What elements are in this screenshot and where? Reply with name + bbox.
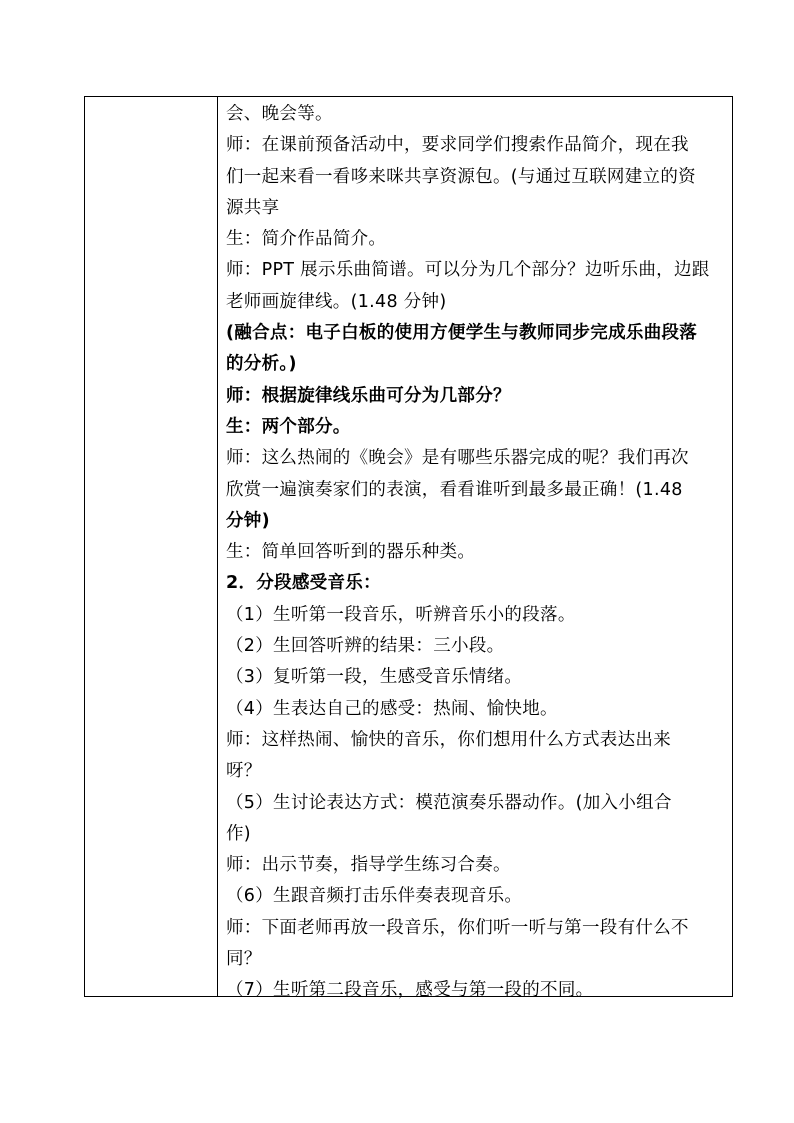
text-line: 师：下面老师再放一段音乐，你们听一听与第一段有什么不 [226, 917, 689, 938]
text-line: 源共享 [226, 197, 280, 218]
text-line: 师：这么热闹的《晚会》是有哪些乐器完成的呢？我们再次 [226, 448, 689, 469]
text-line: （1）生听第一段音乐，听辨音乐小的段落。 [226, 604, 576, 625]
text-line: 生：简介作品简介。 [226, 229, 387, 250]
text-line: 同？ [226, 949, 262, 970]
text-line: 2．分段感受音乐： [226, 573, 381, 594]
lesson-table [84, 96, 733, 1001]
text-line: 作) [226, 823, 251, 844]
text-line: 老师画旋律线。(1.48 分钟) [226, 291, 447, 312]
text-line: 生：简单回答听到的器乐种类。 [226, 542, 476, 563]
text-line: 师：在课前预备活动中，要求同学们搜索作品简介，现在我 [226, 135, 689, 156]
text-line: 师：出示节奏，指导学生练习合奏。 [226, 855, 511, 876]
text-line: (融合点：电子白板的使用方便学生与教师同步完成乐曲段落 [226, 323, 698, 344]
column-divider [217, 97, 218, 996]
text-line: 会、晚会等。 [226, 104, 333, 124]
text-line: 欣赏一遍演奏家们的表演，看看谁听到最多最正确！(1.48 [226, 479, 683, 500]
text-line: （4）生表达自己的感受：热闹、愉快地。 [226, 698, 558, 719]
text-line: （6）生跟音频打击乐伴奏表现音乐。 [226, 886, 523, 907]
text-line: 们一起来看一看哆来咪共享资源包。(与通过互联网建立的资 [226, 166, 696, 187]
text-line: （2）生回答听辨的结果：三小段。 [226, 636, 505, 657]
text-line: 师：PPT 展示乐曲简谱。可以分为几个部分？边听乐曲，边跟 [226, 260, 710, 281]
text-line: 的分析。) [226, 354, 297, 375]
text-line: （3）复听第一段，生感受音乐情绪。 [226, 667, 523, 688]
text-line: 生：两个部分。 [226, 416, 351, 437]
table-left-column [85, 97, 217, 996]
text-line: 呀？ [226, 761, 262, 782]
lesson-content-cell [226, 99, 726, 1007]
text-line: 师：根据旋律线乐曲可分为几部分？ [226, 385, 511, 406]
text-line: 分钟) [226, 510, 270, 531]
text-line: （7）生听第二段音乐，感受与第一段的不同。 [226, 980, 594, 1001]
text-line: （5）生讨论表达方式：模范演奏乐器动作。(加入小组合 [226, 792, 672, 813]
text-line: 师：这样热闹、愉快的音乐，你们想用什么方式表达出来 [226, 729, 671, 750]
